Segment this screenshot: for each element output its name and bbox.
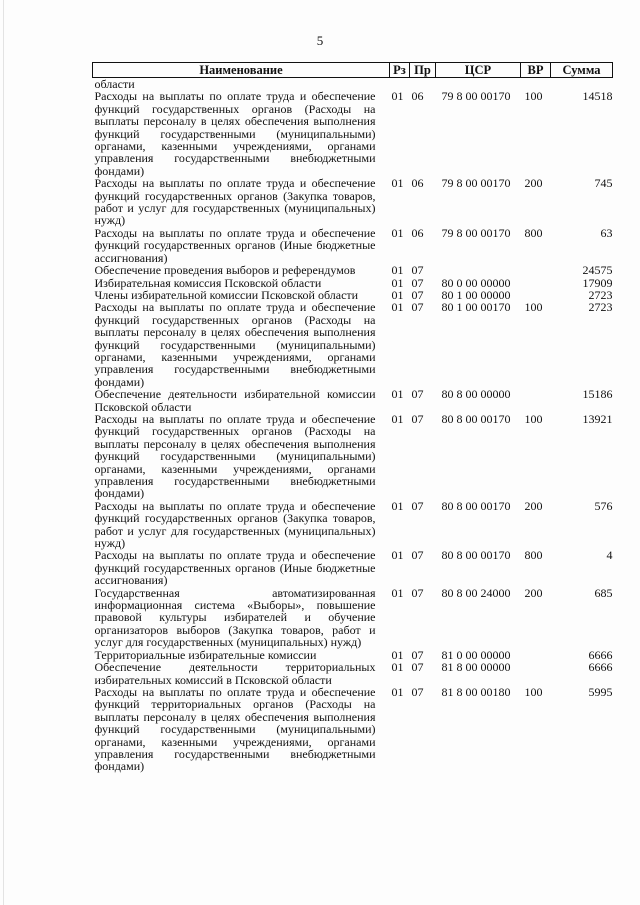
table-row — [93, 413, 613, 500]
cell-pr: 06 — [411, 176, 424, 191]
cell-vr — [521, 649, 551, 661]
cell-sum: 2723 — [588, 300, 613, 315]
cell-csr: 81 8 00 00000 — [441, 660, 511, 675]
cell-pr: 07 — [411, 660, 424, 675]
scan-margin-line — [3, 0, 4, 905]
cell-vr: 800 — [524, 548, 543, 563]
cell-rz: 01 — [391, 275, 404, 290]
cell-sum: 15186 — [582, 387, 613, 402]
cell-csr: 79 8 00 00170 — [441, 89, 511, 104]
cell-sum: 685 — [594, 585, 613, 600]
cell-csr: 80 8 00 24000 — [441, 585, 511, 600]
cell-name: Государственная автоматизированная информационная система «Выборы», повышение правовой культуры избирателей и обучение организаторов выборов (Закупка товаров, работ и услуг для государственных (муниципальных) нужд) — [94, 585, 376, 650]
cell-sum: 24575 — [582, 263, 613, 278]
cell-csr: 81 0 00 00000 — [441, 647, 511, 662]
table-row — [93, 301, 613, 388]
cell-pr: 07 — [411, 300, 424, 315]
cell-rz: 01 — [391, 647, 404, 662]
cell-name: Члены избирательной комиссии Псковской области — [94, 287, 359, 302]
cell-name: Расходы на выплаты по оплате труда и обеспечение функций государственных органов (Иные бюджетные ассигнования) — [94, 225, 376, 265]
header-vr: ВР — [521, 63, 551, 78]
cell-rz: 01 — [391, 89, 404, 104]
cell-name: Обеспечение деятельности территориальных избирательных комиссий в Псковской области — [94, 660, 376, 687]
cell-sum: 5995 — [588, 684, 613, 699]
cell-name: Расходы на выплаты по оплате труда и обеспечение функций государственных органов (Расходы на выплаты персоналу в целях обеспечения выполнения функций государственными (муниципальными) органами, казенными учреждениями, органами управления государственными внебюджетными фондами) — [94, 89, 376, 178]
table-row — [93, 500, 613, 550]
cell-pr: 07 — [411, 387, 424, 402]
cell-name: Расходы на выплаты по оплате труда и обеспечение функций государственных органов (Закупка товаров, работ и услуг для государственных (муниципальных) нужд) — [94, 498, 376, 551]
cell-rz: 01 — [391, 176, 404, 191]
cell-csr: 80 8 00 00170 — [441, 498, 511, 513]
cell-csr: 81 8 00 00180 — [441, 684, 511, 699]
cell-pr: 07 — [411, 287, 424, 302]
cell-rz: 01 — [391, 300, 404, 315]
cell-pr: 07 — [411, 275, 424, 290]
cell-rz: 01 — [391, 225, 404, 240]
budget-table — [92, 62, 613, 773]
cell-vr: 200 — [524, 585, 543, 600]
table-row — [93, 227, 613, 264]
table-row — [93, 264, 613, 276]
cell-vr — [521, 277, 551, 289]
table-row — [93, 177, 613, 227]
cell-pr: 07 — [411, 647, 424, 662]
cell-pr: 07 — [411, 263, 424, 278]
cell-sum: 745 — [594, 176, 613, 191]
cell-name: Расходы на выплаты по оплате труда и обеспечение функций государственных органов (Расходы на выплаты персоналу в целях обеспечения выполнения функций государственными (муниципальными) органами, казенными учреждениями, органами управления государственными внебюджетными фондами) — [94, 300, 376, 389]
cell-csr: 80 0 00 00000 — [441, 275, 511, 290]
page-number: 5 — [316, 33, 324, 48]
cell-rz: 01 — [391, 548, 404, 563]
cell-vr: 100 — [524, 684, 543, 699]
cell-sum: 6666 — [588, 647, 613, 662]
cell-pr: 07 — [411, 498, 424, 513]
header-csr: ЦСР — [436, 63, 521, 78]
cell-vr: 200 — [524, 498, 543, 513]
cell-csr — [436, 264, 521, 276]
cell-rz: 01 — [391, 684, 404, 699]
cell-pr: 07 — [411, 548, 424, 563]
cell-vr: 100 — [524, 300, 543, 315]
cell-pr: 06 — [411, 225, 424, 240]
cell-rz: 01 — [391, 411, 404, 426]
cell-sum: 14518 — [582, 89, 613, 104]
cell-rz: 01 — [391, 263, 404, 278]
cell-name: Обеспечение проведения выборов и референдумов — [94, 263, 356, 278]
table-row — [93, 549, 613, 586]
cell-name: области — [94, 77, 135, 91]
cell-vr — [521, 661, 551, 686]
cell-vr — [521, 388, 551, 413]
table-row — [93, 587, 613, 649]
cell-rz: 01 — [391, 287, 404, 302]
cell-pr: 06 — [411, 89, 424, 104]
cell-csr: 79 8 00 00170 — [441, 176, 511, 191]
table-row — [93, 686, 613, 773]
cell-csr: 80 1 00 00170 — [441, 300, 511, 315]
cell-sum: 4 — [606, 548, 613, 563]
table-header — [93, 63, 613, 78]
cell-rz: 01 — [391, 585, 404, 600]
cell-name: Расходы на выплаты по оплате труда и обеспечение функций территориальных органов (Расходы на выплаты персоналу в целях обеспечения выполнения функций государственными (муниципальными) органами, казенными учреждениями, органами управления государственными внебюджетными фондами) — [94, 684, 376, 774]
cell-sum: 63 — [600, 225, 613, 240]
cell-csr: 80 8 00 00170 — [441, 411, 511, 426]
header-pr: Пр — [410, 63, 436, 78]
cell-name: Обеспечение деятельности избирательной комиссии Псковской области — [94, 387, 376, 414]
header-name: Наименование — [93, 63, 390, 78]
cell-name: Избирательная комиссия Псковской области — [94, 275, 322, 290]
cell-sum: 17909 — [582, 275, 613, 290]
cell-csr: 80 1 00 00000 — [441, 287, 511, 302]
cell-pr: 07 — [411, 585, 424, 600]
cell-name: Расходы на выплаты по оплате труда и обеспечение функций государственных органов (Расходы на выплаты персоналу в целях обеспечения выполнения функций государственными (муниципальными) органами, казенными учреждениями, органами управления государственными внебюджетными фондами) — [94, 411, 376, 501]
cell-csr: 79 8 00 00170 — [441, 225, 511, 240]
cell-rz: 01 — [391, 660, 404, 675]
cell-pr: 07 — [411, 411, 424, 426]
cell-csr: 80 8 00 00170 — [441, 548, 511, 563]
cell-sum: 576 — [594, 498, 613, 513]
table-row — [93, 90, 613, 177]
cell-sum: 6666 — [588, 660, 613, 675]
cell-rz: 01 — [391, 498, 404, 513]
cell-sum: 13921 — [582, 411, 613, 426]
table-body — [93, 78, 613, 773]
cell-vr: 800 — [524, 225, 543, 240]
cell-vr: 200 — [524, 176, 543, 191]
header-sum: Сумма — [551, 63, 613, 78]
cell-csr: 80 8 00 00000 — [441, 387, 511, 402]
header-rz: Рз — [390, 63, 410, 78]
cell-sum: 2723 — [588, 287, 613, 302]
cell-name: Территориальные избирательные комиссии — [94, 647, 317, 662]
cell-pr: 07 — [411, 684, 424, 699]
cell-rz: 01 — [391, 387, 404, 402]
cell-vr: 100 — [524, 411, 543, 426]
table-row — [93, 661, 613, 686]
cell-vr — [521, 264, 551, 276]
cell-vr: 100 — [524, 89, 543, 104]
table-row — [93, 388, 613, 413]
cell-name: Расходы на выплаты по оплате труда и обеспечение функций государственных органов (Иные бюджетные ассигнования) — [94, 548, 376, 588]
cell-name: Расходы на выплаты по оплате труда и обеспечение функций государственных органов (Закупка товаров, работ и услуг для государственных (муниципальных) нужд) — [94, 176, 376, 228]
